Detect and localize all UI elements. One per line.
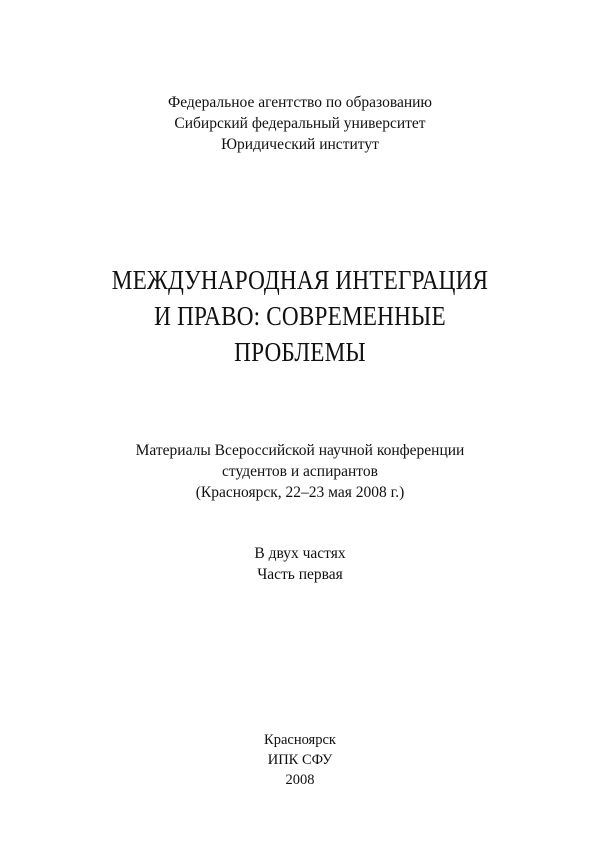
parts-count: В двух частях [254, 545, 346, 562]
volume-info [0, 543, 600, 585]
institute-name: Юридический институт [221, 136, 379, 153]
city: Красноярск [264, 732, 336, 748]
publisher-imprint [0, 730, 600, 790]
year: 2008 [285, 772, 315, 788]
subtitle-line-2: студентов и аспирантов [222, 463, 378, 480]
organization-header [0, 92, 600, 155]
university-name: Сибирский федеральный университет [174, 115, 426, 132]
part-number: Часть первая [257, 566, 343, 583]
document-subtitle [0, 440, 600, 503]
publisher: ИПК СФУ [267, 752, 333, 768]
agency-name: Федеральное агентство по образованию [167, 94, 433, 111]
document-title [42, 262, 558, 370]
title-line-2: И ПРАВО: СОВРЕМЕННЫЕ [154, 301, 446, 331]
title-line-1: МЕЖДУНАРОДНАЯ ИНТЕГРАЦИЯ [111, 265, 489, 295]
subtitle-line-3: (Красноярск, 22–23 мая 2008 г.) [195, 484, 405, 501]
subtitle-line-1: Материалы Всероссийской научной конференции [135, 442, 465, 459]
title-line-3: ПРОБЛЕМЫ [234, 337, 366, 367]
